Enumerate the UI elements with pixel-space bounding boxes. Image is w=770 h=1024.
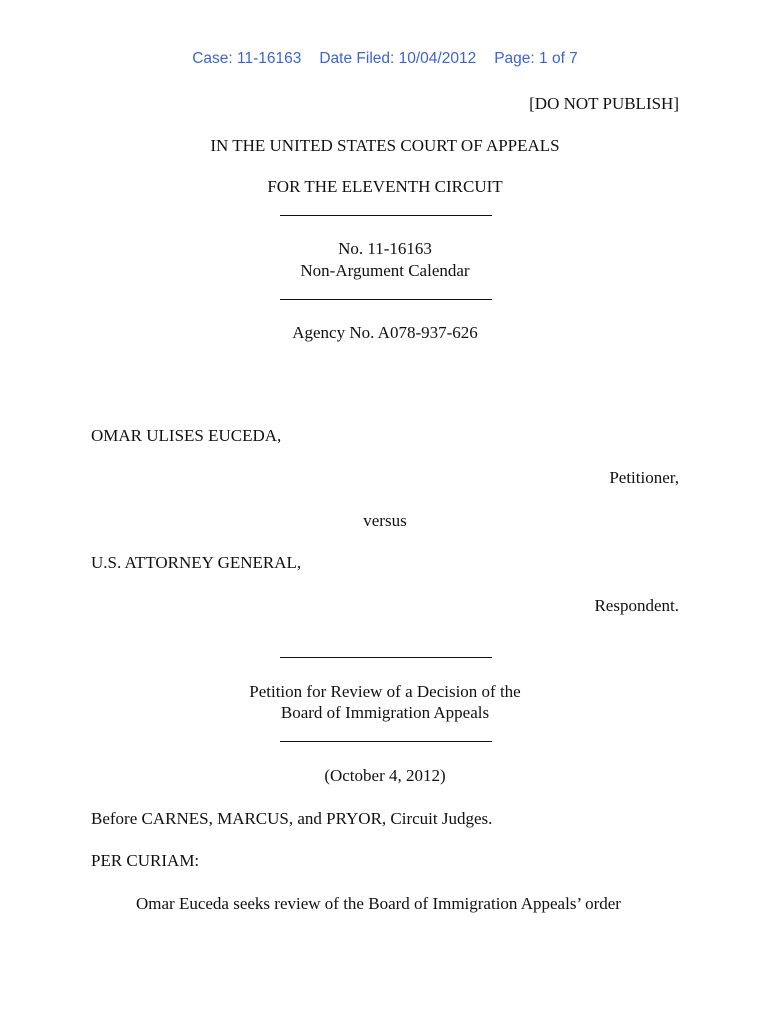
docket-number: No. 11-16163 <box>338 239 432 258</box>
date-filed-stamp: Date Filed: 10/04/2012 <box>319 50 477 67</box>
petitioner-name: OMAR ULISES EUCEDA, <box>91 426 282 445</box>
page-count-stamp: Page: 1 of 7 <box>494 50 578 67</box>
divider-rule <box>280 741 492 742</box>
respondent-role: Respondent. <box>594 596 679 615</box>
opinion-opening-text: Omar Euceda seeks review of the Board of Immigration Appeals’ order <box>136 894 621 913</box>
circuit-name: FOR THE ELEVENTH CIRCUIT <box>267 177 503 196</box>
court-name: IN THE UNITED STATES COURT OF APPEALS <box>210 136 560 155</box>
petitioner-role: Petitioner, <box>609 468 679 487</box>
versus-label: versus <box>363 511 407 530</box>
divider-rule <box>280 299 492 300</box>
divider-rule <box>280 657 492 658</box>
per-curiam-heading: PER CURIAM: <box>91 851 200 870</box>
panel-judges: Before CARNES, MARCUS, and PRYOR, Circuit Judges. <box>91 809 493 828</box>
petition-agency: Board of Immigration Appeals <box>280 703 490 722</box>
respondent-name: U.S. ATTORNEY GENERAL, <box>91 553 302 572</box>
calendar-type: Non-Argument Calendar <box>300 261 470 280</box>
agency-number: Agency No. A078-937-626 <box>292 323 478 342</box>
petition-description: Petition for Review of a Decision of the <box>249 682 521 701</box>
filing-stamp <box>0 50 770 68</box>
case-number-stamp: Case: 11-16163 <box>192 50 302 67</box>
divider-rule <box>280 215 492 216</box>
publish-notice: [DO NOT PUBLISH] <box>529 94 679 113</box>
decision-date: (October 4, 2012) <box>324 766 446 785</box>
